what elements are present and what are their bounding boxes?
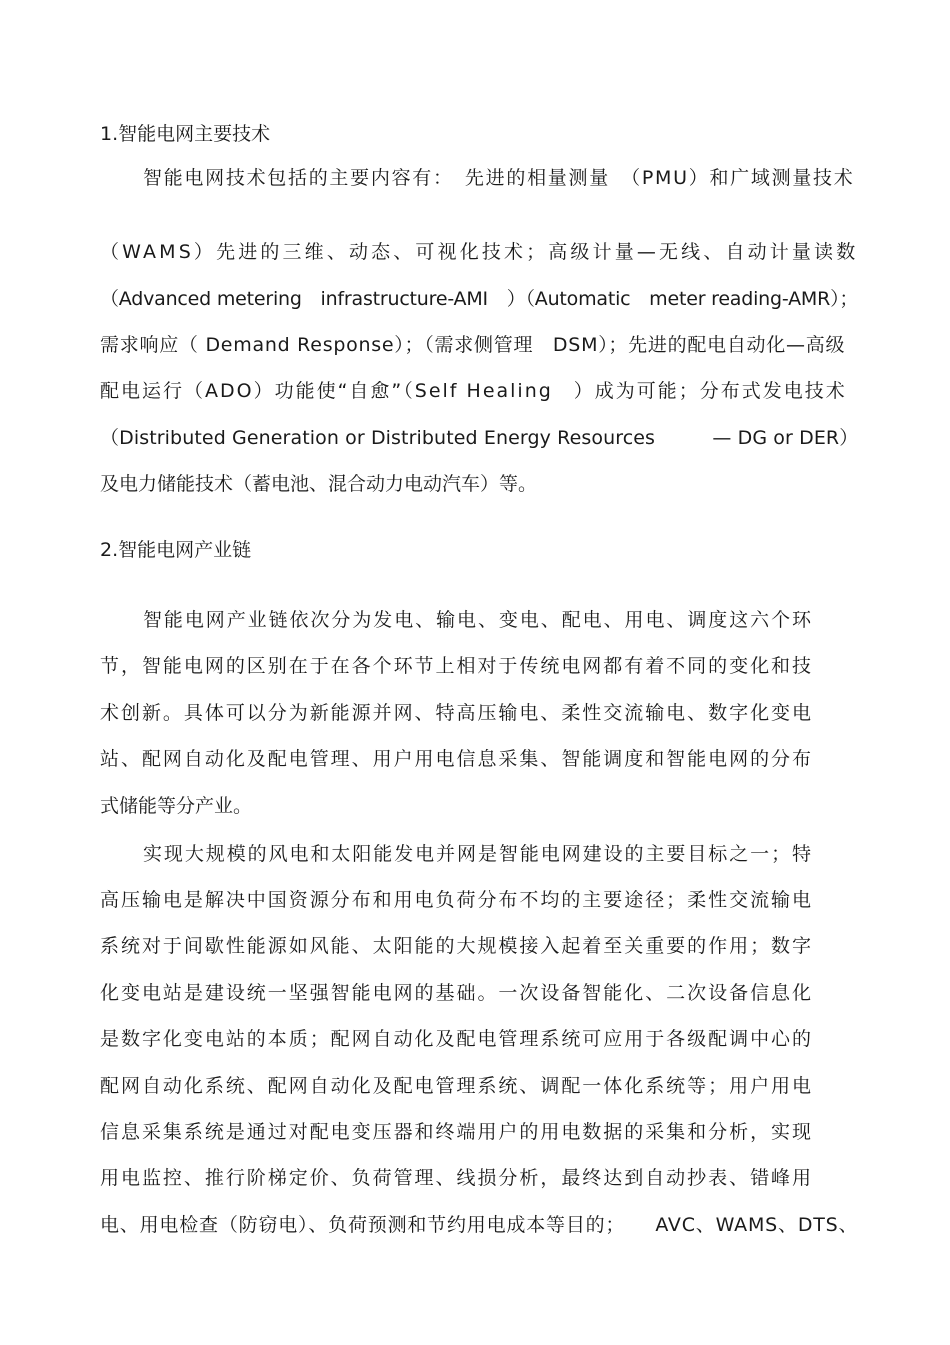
paragraph-line: 用电监控、推行阶梯定价、负荷管理、线损分析，最终达到自动抄表、错峰用: [100, 1167, 813, 1189]
paragraph-line: （Distributed Generation or Distributed Energy Resources — DG or DER）: [100, 427, 859, 449]
section-heading-industry-chain: 2.智能电网产业链: [100, 539, 252, 561]
paragraph-line: 信息采集系统是通过对配电变压器和终端用户的用电数据的采集和分析，实现: [100, 1121, 813, 1143]
paragraph-line: 化变电站是建设统一坚强智能电网的基础。一次设备智能化、二次设备信息化: [100, 982, 813, 1004]
section-heading-main-technologies: 1.智能电网主要技术: [100, 123, 271, 145]
paragraph-line: 高压输电是解决中国资源分布和用电负荷分布不均的主要途径；柔性交流输电: [100, 889, 813, 911]
paragraph-line: 是数字化变电站的本质；配网自动化及配电管理系统可应用于各级配调中心的: [100, 1028, 813, 1050]
paragraph-line: 需求响应（ Demand Response）；（需求侧管理 DSM）；先进的配电自动化—高级: [100, 334, 846, 356]
paragraph-line: 配电运行（ADO）功能使“自愈”（Self Healing ）成为可能；分布式发电技术: [100, 380, 847, 402]
paragraph-line: 智能电网产业链依次分为发电、输电、变电、配电、用电、调度这六个环: [143, 609, 813, 631]
paragraph-line: 式储能等分产业。: [100, 795, 253, 817]
paragraph-line: 电、用电检查（防窃电）、负荷预测和节约用电成本等目的； AVC、WAMS、DTS、: [100, 1214, 859, 1236]
paragraph-line: 及电力储能技术（蓄电池、混合动力电动汽车）等。: [100, 473, 538, 495]
paragraph-line: 节，智能电网的区别在于在各个环节上相对于传统电网都有着不同的变化和技: [100, 655, 813, 677]
paragraph-line: 站、配网自动化及配电管理、用户用电信息采集、智能调度和智能电网的分布: [100, 748, 813, 770]
paragraph-line: （WAMS）先进的三维、动态、可视化技术；高级计量—无线、自动计量读数: [100, 241, 859, 263]
paragraph-line: 术创新。具体可以分为新能源并网、特高压输电、柔性交流输电、数字化变电: [100, 702, 813, 724]
paragraph-line: 智能电网技术包括的主要内容有： 先进的相量测量 （PMU）和广域测量技术: [143, 167, 855, 189]
paragraph-line: 配网自动化系统、配网自动化及配电管理系统、调配一体化系统等；用户用电: [100, 1075, 813, 1097]
paragraph-line: 系统对于间歇性能源如风能、太阳能的大规模接入起着至关重要的作用；数字: [100, 935, 813, 957]
paragraph-line: 实现大规模的风电和太阳能发电并网是智能电网建设的主要目标之一；特: [143, 843, 813, 865]
paragraph-line: （Advanced metering infrastructure-AMI ）（Automatic meter reading-AMR）；: [100, 288, 859, 310]
